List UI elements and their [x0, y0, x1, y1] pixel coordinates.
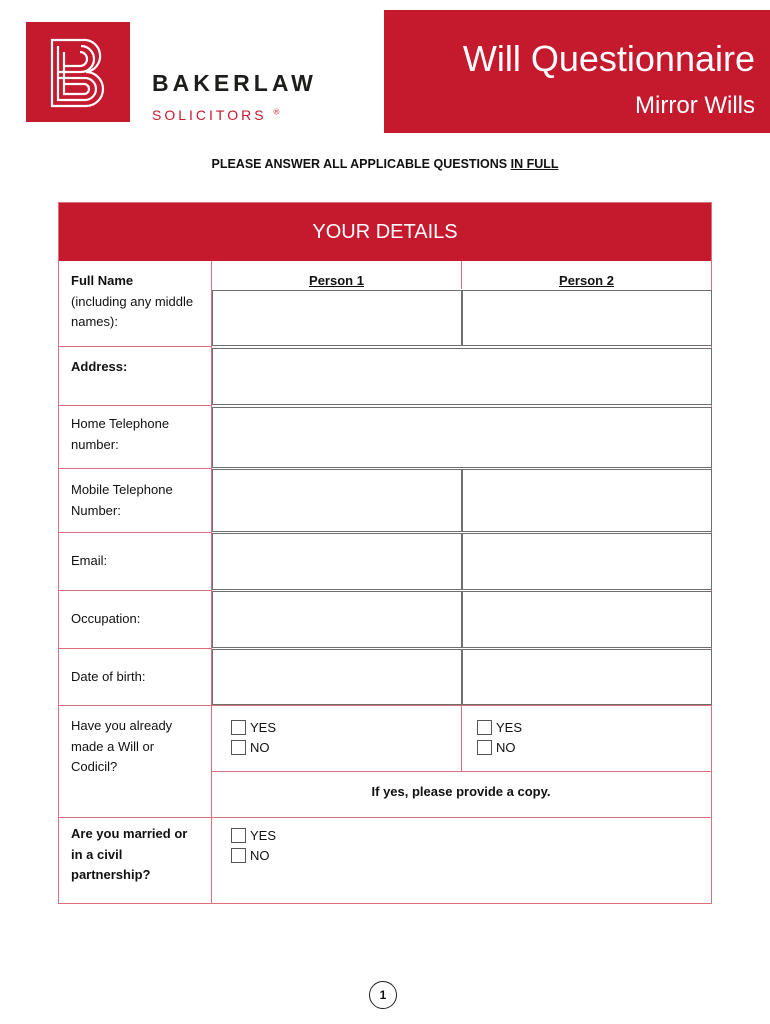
full-name-note: (including any middle names): — [71, 293, 194, 329]
person-1-header: Person 1 — [309, 273, 364, 288]
email-label: Email: — [71, 553, 108, 568]
full-name-person-1-input[interactable] — [212, 290, 462, 346]
married-no-option[interactable] — [231, 846, 270, 864]
existing-will-label: Have you already made a Will or Codicil? — [71, 718, 173, 774]
address-label: Address: — [71, 359, 128, 374]
mobile-telephone-label: Mobile Telephone Number: — [71, 482, 173, 518]
row-divider — [59, 405, 211, 406]
page-number: 1 — [369, 981, 397, 1009]
instruction-main: PLEASE ANSWER ALL APPLICABLE QUESTIONS — [211, 157, 511, 171]
checkbox[interactable] — [477, 720, 492, 735]
row-divider — [59, 346, 211, 347]
occupation-person-2-input[interactable] — [462, 591, 712, 648]
brand-subtitle — [152, 107, 279, 123]
no-label: NO — [496, 739, 516, 755]
row-divider — [59, 532, 211, 533]
home-telephone-label: Home Telephone number: — [71, 416, 170, 452]
checkbox[interactable] — [231, 720, 246, 735]
will-person-1-no-option[interactable] — [231, 738, 270, 756]
full-name-label — [71, 271, 201, 333]
no-label: NO — [250, 847, 270, 863]
section-header: YOUR DETAILS — [59, 203, 711, 261]
mobile-person-2-input[interactable] — [462, 469, 712, 532]
registered-mark: ® — [273, 107, 280, 117]
married-yes-option[interactable] — [231, 826, 276, 844]
full-name-person-2-input[interactable] — [462, 290, 712, 346]
person-2-header: Person 2 — [559, 273, 614, 288]
row-divider — [59, 705, 711, 706]
address-input[interactable] — [212, 348, 712, 405]
brand-sub-text: SOLICITORS — [152, 107, 267, 123]
row-divider — [59, 817, 711, 818]
yes-label: YES — [250, 719, 277, 735]
home-telephone-input[interactable] — [212, 407, 712, 468]
no-label: NO — [250, 739, 270, 755]
will-person-1-yes-option[interactable] — [231, 718, 276, 736]
bakerlaw-logo-mark — [26, 22, 130, 122]
yes-label: YES — [496, 719, 523, 735]
email-person-2-input[interactable] — [462, 533, 712, 590]
copy-note: If yes, please provide a copy. — [371, 784, 551, 799]
row-divider — [59, 590, 211, 591]
email-person-1-input[interactable] — [212, 533, 462, 590]
occupation-label: Occupation: — [71, 611, 141, 626]
instruction-emphasis: IN FULL — [510, 157, 559, 171]
date-of-birth-label: Date of birth: — [71, 669, 146, 684]
mobile-person-1-input[interactable] — [212, 469, 462, 532]
checkbox[interactable] — [231, 848, 246, 863]
will-person-2-no-option[interactable] — [477, 738, 516, 756]
person-column-divider-will — [461, 705, 462, 771]
full-name-title: Full Name — [71, 273, 134, 288]
row-divider — [211, 771, 711, 772]
row-divider — [59, 648, 211, 649]
yes-label: YES — [250, 827, 277, 843]
row-divider — [59, 468, 211, 469]
checkbox[interactable] — [231, 828, 246, 843]
details-form — [58, 202, 712, 904]
checkbox[interactable] — [231, 740, 246, 755]
page-subtitle: Mirror Wills — [635, 92, 755, 119]
occupation-person-1-input[interactable] — [212, 591, 462, 648]
will-person-2-yes-option[interactable] — [477, 718, 522, 736]
married-label: Are you married or in a civil partnership? — [71, 826, 188, 882]
title-banner — [384, 10, 770, 133]
brand-name: BAKERLAW — [152, 70, 317, 96]
instruction-text — [0, 157, 770, 171]
dob-person-1-input[interactable] — [212, 649, 462, 705]
page-title: Will Questionnaire — [462, 38, 755, 79]
checkbox[interactable] — [477, 740, 492, 755]
dob-person-2-input[interactable] — [462, 649, 712, 705]
